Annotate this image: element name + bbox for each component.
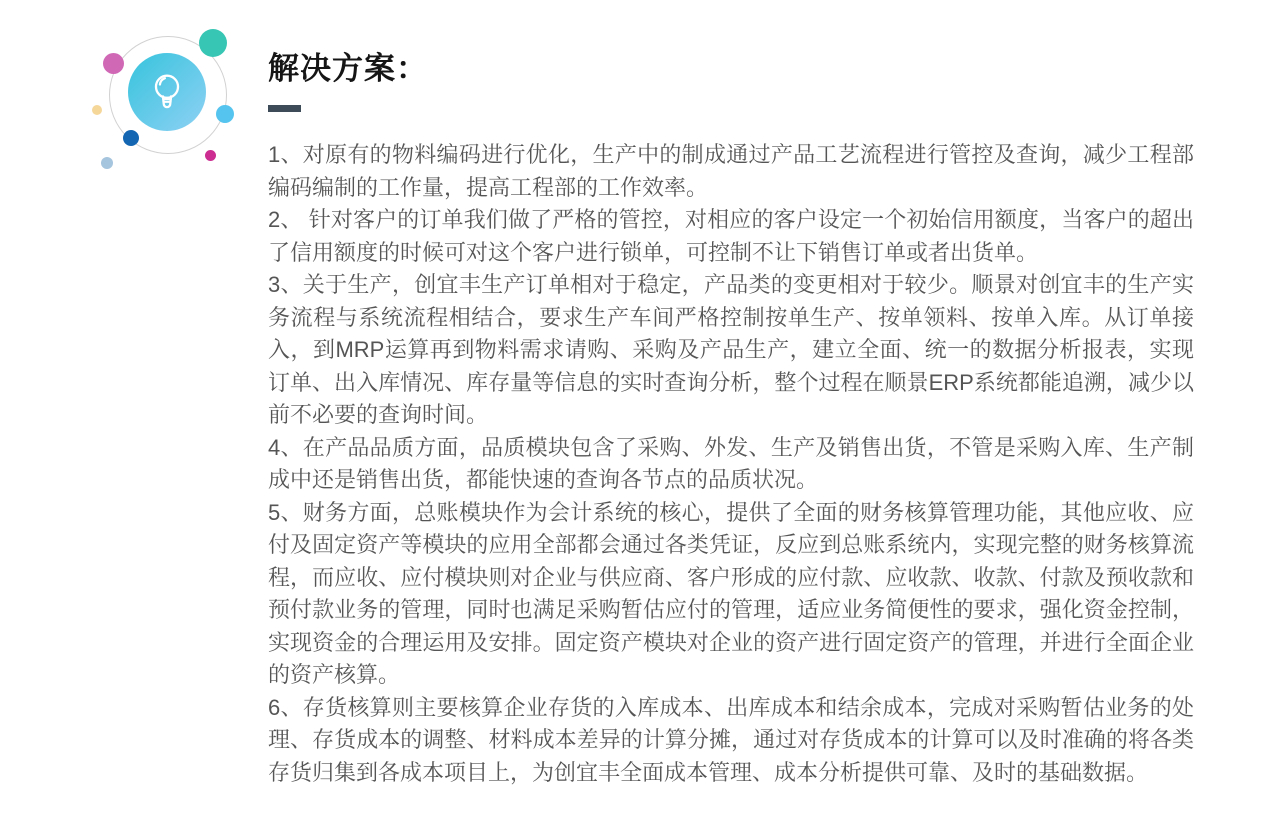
solution-paragraph-3: 3、关于生产，创宜丰生产订单相对于稳定，产品类的变更相对于较少。顺景对创宜丰的生产实务流程与系统流程相结合，要求生产车间严格控制按单生产、按单领料、按单入库。从订单接入，到MRP运算再到物料需求请购、采购及产品生产，建立全面、统一的数据分析报表，实现订单、出入库情况、库存量等信息的实时查询分析，整个过程在顺景ERP系统都能追溯，减少以前不必要的查询时间。	[268, 272, 1194, 427]
decor-dot-magenta	[205, 150, 216, 161]
decor-dot-pale-blue	[101, 157, 113, 169]
decor-dot-sky-blue	[216, 105, 234, 123]
decor-dot-teal	[199, 29, 227, 57]
decor-dot-yellow	[92, 105, 102, 115]
decor-dot-pink	[103, 53, 124, 74]
content-column	[268, 52, 1194, 789]
lightbulb-circle	[128, 53, 206, 131]
solution-paragraphs	[268, 139, 1194, 789]
lightbulb-icon	[144, 69, 190, 115]
section-heading: 解决方案：	[268, 51, 428, 86]
lightbulb-badge	[85, 25, 243, 193]
solution-paragraph-1: 1、对原有的物料编码进行优化，生产中的制成通过产品工艺流程进行管控及查询，减少工程部编码编制的工作量，提高工程部的工作效率。	[268, 142, 1194, 200]
solution-paragraph-4: 4、在产品品质方面，品质模块包含了采购、外发、生产及销售出货，不管是采购入库、生产制成中还是销售出货，都能快速的查询各节点的品质状况。	[268, 434, 1194, 492]
solution-paragraph-5: 5、财务方面，总账模块作为会计系统的核心，提供了全面的财务核算管理功能，其他应收、应付及固定资产等模块的应用全部都会通过各类凭证，反应到总账系统内，实现完整的财务核算流程，而应收、应付模块则对企业与供应商、客户形成的应付款、应收款、收款、付款及预收款和预付款业务的管理，同时也满足采购暂估应付的管理，适应业务简便性的要求，强化资金控制，实现资金的合理运用及安排。固定资产模块对企业的资产进行固定资产的管理，并进行全面企业的资产核算。	[268, 499, 1194, 687]
solution-paragraph-2: 2、 针对客户的订单我们做了严格的管控，对相应的客户设定一个初始信用额度，当客户的超出了信用额度的时候可对这个客户进行锁单，可控制不让下销售订单或者出货单。	[268, 207, 1194, 265]
heading-underline	[268, 105, 301, 112]
solution-paragraph-6: 6、存货核算则主要核算企业存货的入库成本、出库成本和结余成本，完成对采购暂估业务的处理、存货成本的调整、材料成本差异的计算分摊，通过对存货成本的计算可以及时准确的将各类存货归集到各成本项目上，为创宜丰全面成本管理、成本分析提供可靠、及时的基础数据。	[268, 694, 1194, 785]
decor-dot-dark-blue	[123, 130, 139, 146]
